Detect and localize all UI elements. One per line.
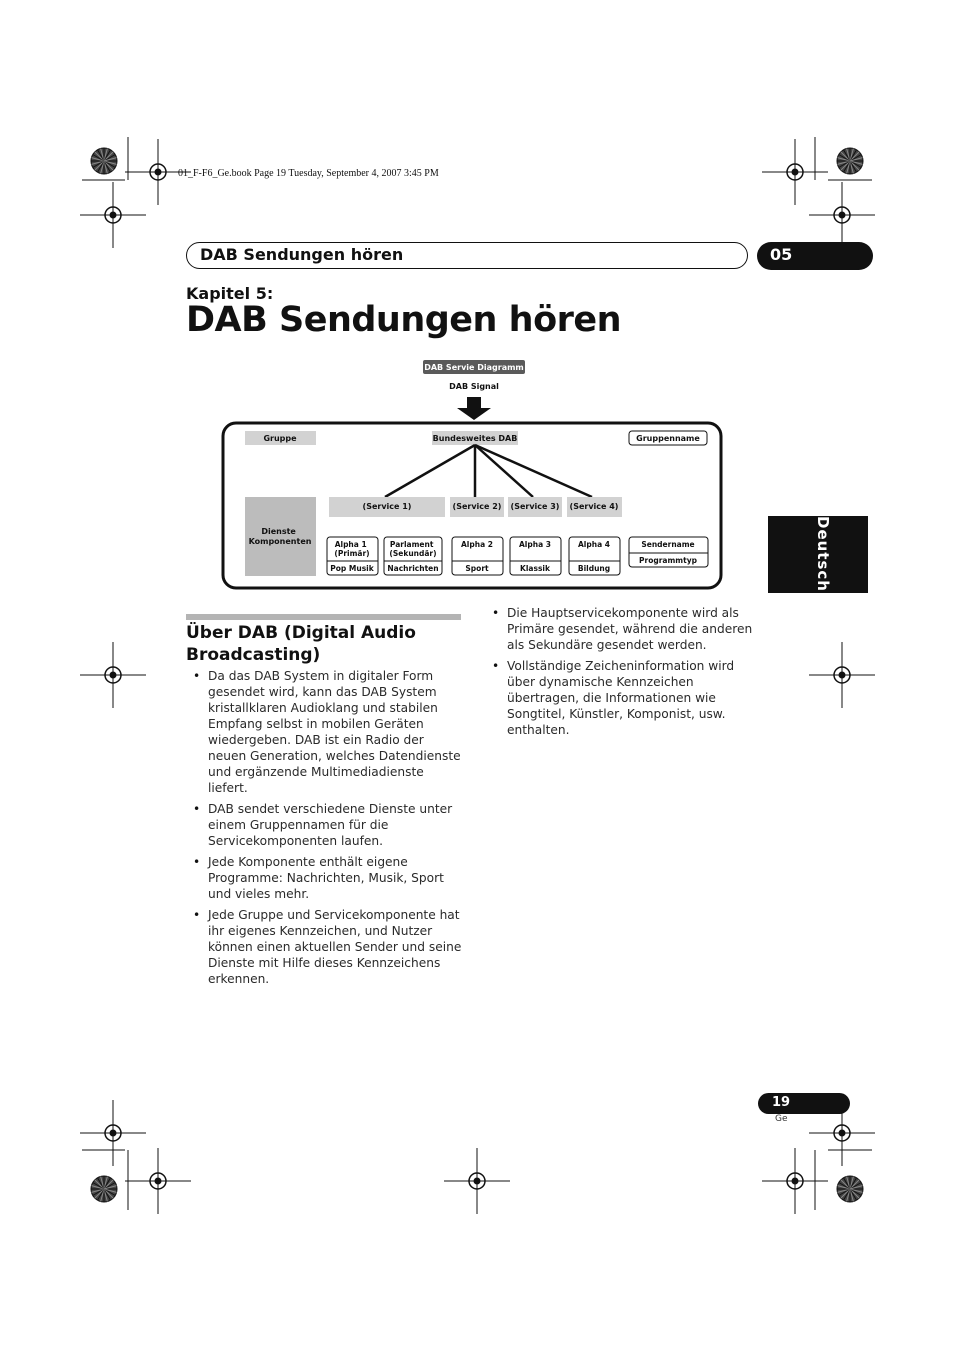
service-label: (Service 2) (452, 502, 502, 511)
registration-dot (110, 672, 117, 679)
service-row (329, 497, 622, 517)
registration-dot (839, 212, 846, 219)
registration-dot (792, 169, 799, 176)
group-label: Gruppe (263, 434, 297, 443)
diagram-title: DAB Servie Diagramm (424, 363, 524, 372)
component-name-line-1: Parlament (389, 540, 434, 549)
signal-label: DAB Signal (449, 382, 499, 391)
list-item: • Vollständige Zeicheninformation wird über dynamische Kennzeichen übertragen, die Informationen wie Songtitel, Künstler, Komponist, usw. enthalten. (485, 658, 765, 738)
registration-dot (155, 1178, 162, 1185)
registration-dot (792, 1178, 799, 1185)
component-type: Pop Musik (330, 564, 374, 573)
component-type: Sport (465, 564, 489, 573)
language-tab-label: Deutsch (814, 516, 832, 592)
component-name-line-2: (Sekundär) (389, 549, 437, 558)
signal-arrow-icon (457, 397, 491, 420)
components-label-line-1: Dienste (261, 527, 296, 536)
service-branch-lines (385, 445, 592, 497)
list-item: • Jede Gruppe und Servicekomponente hat ihr eigenes Kennzeichen, und Nutzer können einen aktuellen Sender und seine Dienste mit Hilfe dieses Kennzeichens erkennen. (186, 907, 464, 987)
component-row (327, 537, 620, 575)
group-name-label: Gruppenname (636, 434, 700, 443)
component-name (389, 540, 436, 558)
bullet-list-left (186, 668, 464, 992)
header-title: DAB Sendungen hören (200, 245, 404, 264)
bullet-list-right (485, 605, 765, 743)
service-label: (Service 4) (569, 502, 619, 511)
component-type: Nachrichten (387, 564, 439, 573)
ensemble-label: Bundesweites DAB (432, 434, 518, 443)
component-type: Bildung (577, 564, 611, 573)
component-name-line-1: Alpha 1 (334, 540, 367, 549)
component-name (334, 540, 369, 558)
registration-dot (110, 1130, 117, 1137)
page-number: 19 (772, 1095, 791, 1110)
list-item: • Die Hauptservicekomponente wird als Primäre gesendet, während die anderen als Sekundäre gesendet werden. (485, 605, 765, 653)
component-name: Alpha 2 (461, 540, 493, 549)
component-name: Alpha 3 (519, 540, 551, 549)
component-type: Klassik (520, 564, 550, 573)
components-label-line-2: Komponenten (248, 537, 312, 546)
page-title: DAB Sendungen hören (186, 300, 622, 340)
list-item: • Jede Komponente enthält eigene Programme: Nachrichten, Musik, Sport und vieles mehr. (186, 854, 464, 902)
chapter-number: 05 (770, 245, 793, 264)
section-rule (186, 614, 461, 620)
book-info-line: 01_F-F6_Ge.book Page 19 Tuesday, September 4, 2007 3:45 PM (178, 168, 439, 179)
registration-dot (474, 1178, 481, 1185)
program-type-label: Programmtyp (639, 556, 697, 565)
registration-dot (839, 1130, 846, 1137)
registration-dot (155, 169, 162, 176)
component-name-line-2: (Primär) (334, 549, 370, 558)
chapter-label: Kapitel 5: (186, 284, 274, 303)
registration-dot (839, 672, 846, 679)
section-heading: Über DAB (Digital Audio Broadcasting) (186, 623, 416, 665)
registration-dot (110, 212, 117, 219)
service-label: (Service 3) (510, 502, 560, 511)
service-label: (Service 1) (362, 502, 412, 511)
list-item: • Da das DAB System in digitaler Form gesendet wird, kann das DAB System kristallklaren Audioklang und stabilen Empfang selbst in mobilen Geräten wiedergeben. DAB ist ein Radio der neuen Generation, welches Datendienste und ergänzende Multimediadienste liefert. (186, 668, 464, 796)
component-name: Alpha 4 (578, 540, 610, 549)
language-code: Ge (775, 1114, 788, 1124)
list-item: • DAB sendet verschiedene Dienste unter einem Gruppennamen für die Servicekomponenten laufen. (186, 801, 464, 849)
dab-service-diagram (220, 356, 725, 592)
station-name-label: Sendername (641, 540, 695, 549)
